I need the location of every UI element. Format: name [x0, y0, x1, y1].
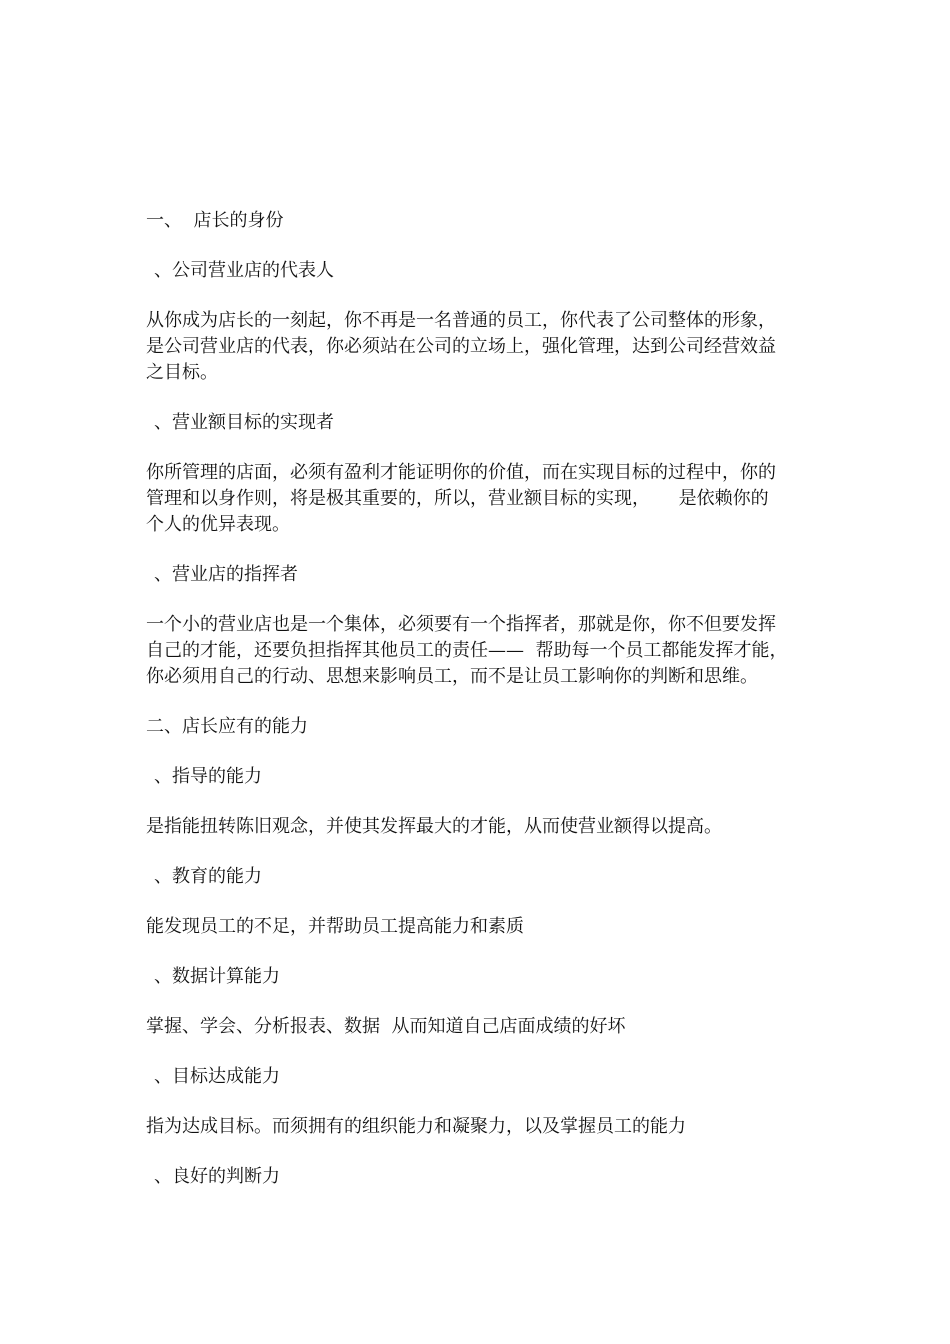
text-line: 你必须用自己的行动、思想来影响员工，而不是让员工影响你的判断和思维。 — [146, 666, 758, 687]
subheading-company-representative: 、公司营业店的代表人 — [154, 260, 334, 281]
subheading-data-calculation: 、数据计算能力 — [154, 966, 280, 987]
text-line: 你所管理的店面，必须有盈利才能证明你的价值，而在实现目标的过程中，你的 — [146, 462, 776, 483]
paragraph-data-calculation: 掌握、学会、分析报表、数据 从而知道自己店面成绩的好坏 — [146, 1016, 626, 1037]
subheading-guidance: 、指导的能力 — [154, 766, 262, 787]
text-line: 管理和以身作则，将是极其重要的，所以，营业额目标的实现， 是依赖你的 — [146, 488, 769, 509]
paragraph-commander — [146, 612, 806, 690]
text-line: 自己的才能，还要负担指挥其他员工的责任—— 帮助每一个员工都能发挥才能， — [146, 640, 788, 661]
subheading-goal-achievement: 、目标达成能力 — [154, 1066, 280, 1087]
section-heading-identity: 一、 店长的身份 — [146, 210, 284, 231]
subheading-education: 、教育的能力 — [154, 866, 262, 887]
text-line: 个人的优异表现。 — [146, 514, 290, 535]
section-heading-abilities: 二、店长应有的能力 — [146, 716, 308, 737]
paragraph-guidance: 是指能扭转陈旧观念，并使其发挥最大的才能，从而使营业额得以提高。 — [146, 816, 722, 837]
text-line: 之目标。 — [146, 362, 218, 383]
text-line: 一个小的营业店也是一个集体，必须要有一个指挥者，那就是你，你不但要发挥 — [146, 614, 776, 635]
subheading-sales-target: 、营业额目标的实现者 — [154, 412, 334, 433]
text-line: 从你成为店长的一刻起，你不再是一名普通的员工，你代表了公司整体的形象， — [146, 310, 776, 331]
text-line: 是公司营业店的代表，你必须站在公司的立场上，强化管理，达到公司经营效益 — [146, 336, 776, 357]
subheading-judgment: 、良好的判断力 — [154, 1166, 280, 1187]
subheading-commander: 、营业店的指挥者 — [154, 564, 298, 585]
document-body — [146, 208, 806, 1214]
paragraph-education: 能发现员工的不足，并帮助员工提高能力和素质 — [146, 916, 524, 937]
paragraph-sales-target — [146, 460, 806, 538]
paragraph-company-representative — [146, 308, 806, 386]
paragraph-goal-achievement: 指为达成目标。而须拥有的组织能力和凝聚力，以及掌握员工的能力 — [146, 1116, 686, 1137]
